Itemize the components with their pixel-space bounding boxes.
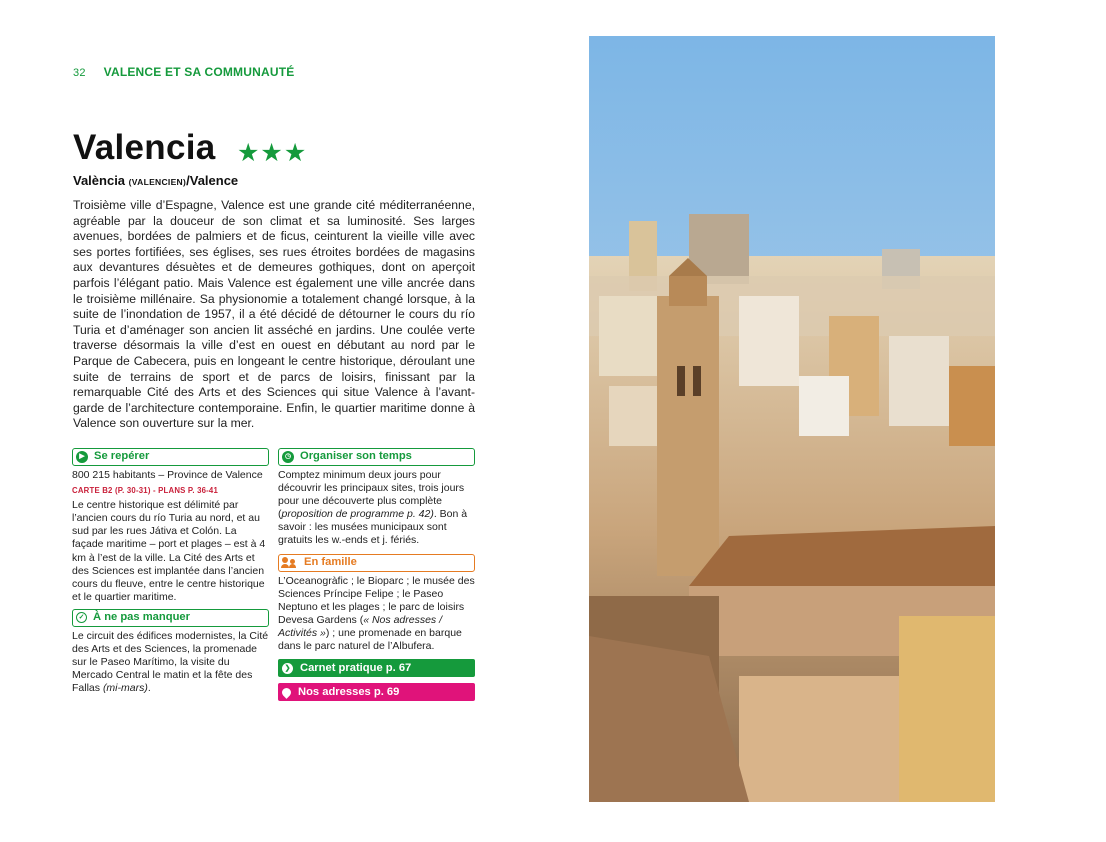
page-number: 32: [73, 67, 86, 79]
organiser-text: Comptez minimum deux jours pour découvrir les principaux sites, trois jours pour une découverte plus complète (proposition de programme p. 42). Bon à savoir : les musées municipaux sont gratuits les w.-ends et j. fériés.: [278, 469, 468, 547]
population-text: 800 215 habitants – Province de Valence: [72, 469, 263, 481]
subtitle-note: (VALENCIEN): [128, 177, 187, 187]
check-icon: ✓: [76, 612, 87, 623]
en-famille-text: L’Oceanogràfic ; le Bioparc ; le musée des Sciences Príncipe Felipe ; le Paseo Neptuno et les plages ; le parc de loisirs Devesa Gardens (« Nos adresses / Activités ») ; une promenade en barque dans le parc naturel de l’Albufera.: [278, 574, 475, 653]
ne-pas-manquer-text: Le circuit des édifices modernistes, la Cité des Arts et des Sciences, la promenade sur le Paseo Marítimo, la visite du Mercado Central le matin et la fête des Fallas (mi-mars).: [72, 629, 269, 695]
arrow-icon: ❯: [282, 663, 293, 674]
section-title: VALENCE ET SA COMMUNAUTÉ: [103, 65, 295, 79]
subtitle-main: València: [73, 173, 126, 188]
organiser-label: Organiser son temps: [300, 450, 412, 463]
nos-adresses-link[interactable]: [278, 683, 475, 701]
ne-pas-manquer-label: À ne pas manquer: [93, 611, 190, 624]
carnet-pratique-link[interactable]: [278, 659, 475, 677]
intro-paragraph: Troisième ville d’Espagne, Valence est une grande cité méditerranéenne, agréable par la douceur de son climat et sa luminosité. Ses larges avenues, bordées de palmiers et de ficus, ceinturent la vieille ville avec ses portes fortifiées, ses églises, ses rues étroites bordées de magasins aux devantures désuètes et de demeures gothiques, dont on aperçoit parfois l’élégant patio. Mais Valence est également une ville ancrée dans le troisième millénaire. Sa physionomie a totalement changé lorsque, à la suite de l’inondation de 1957, il a été décidé de détourner le cours du río Turia et d’aménager son ancien lit asséché en jardins. Une coulée verte traverse désormais la ville d’est en ouest en débutant au nord par le Parque de Cabecera, puis en longeant le centre historique, déroulant une suite de terrains de sport et de parcs de loisirs, finissant par la remarquable Cité des Arts et des Sciences qui situe Valence à l’avant-garde de l’architecture contemporaine. Enfin, le quartier maritime donne à Valence son ouverture sur la mer.: [73, 198, 475, 431]
valencia-cityscape-photo: [589, 36, 995, 802]
en-famille-heading: [278, 554, 475, 572]
se-reperer-text: Le centre historique est délimité par l’ancien cours du río Turia au nord, et au sud par les rues Játiva et Colón. La façade maritime – port et plages – est à 4 km à l’est de la ville. La Cité des Arts et des Sciences est implantée dans l’ancien cours du fleuve, entre le centre historique et le quartier maritime.: [72, 499, 266, 603]
subtitle-alt: /Valence: [186, 173, 239, 188]
running-header: [73, 65, 294, 79]
map-reference: CARTE B2 (P. 30-31) - PLANS P. 36-41: [72, 486, 219, 496]
clock-icon: ◷: [282, 451, 294, 463]
se-reperer-label: Se repérer: [94, 450, 150, 463]
nos-adresses-label: Nos adresses p. 69: [298, 685, 400, 698]
right-column: [278, 448, 475, 701]
family-icon: [282, 557, 298, 568]
se-reperer-heading: [72, 448, 269, 466]
location-pin-icon: [280, 686, 293, 699]
carnet-pratique-label: Carnet pratique p. 67: [300, 661, 412, 674]
organiser-heading: [278, 448, 475, 466]
rating-stars: ★★★: [237, 139, 308, 167]
play-icon: ▶: [76, 451, 88, 463]
left-column: [72, 448, 269, 695]
ne-pas-manquer-heading: [72, 609, 269, 627]
page-title: Valencia: [73, 128, 216, 167]
en-famille-label: En famille: [304, 556, 357, 569]
subtitle: [73, 173, 238, 188]
